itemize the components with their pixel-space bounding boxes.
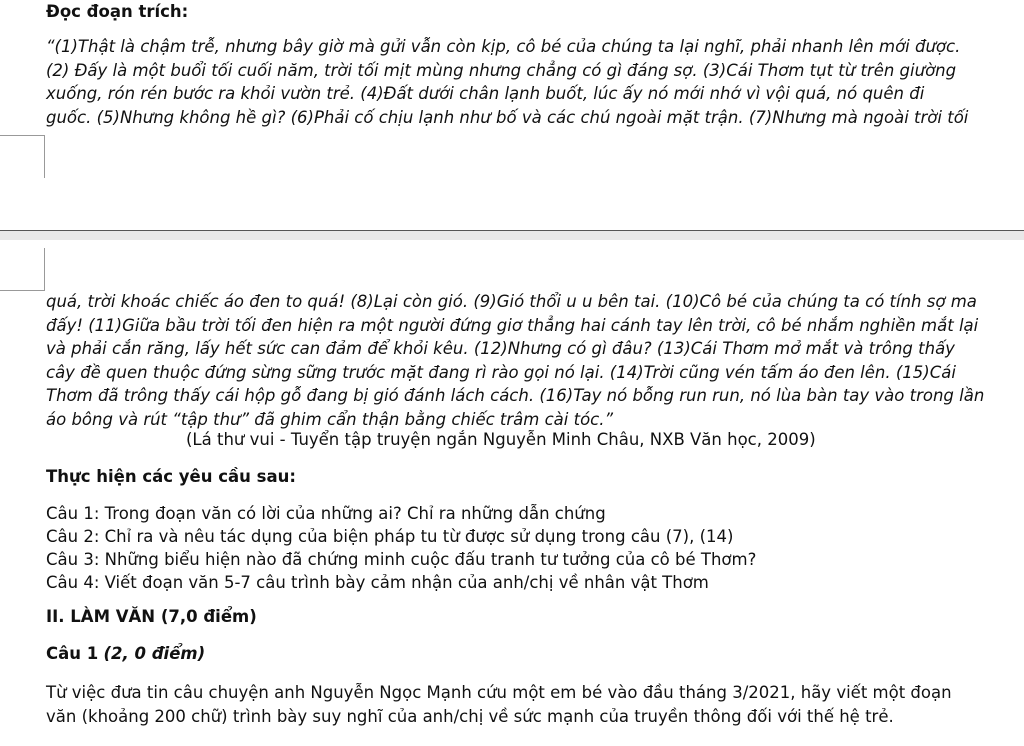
excerpt-line: (2) Đấy là một buổi tối cuối năm, trời tối mịt mùng nhưng chẳng có gì đáng sợ. (3)Cái Thơm tụt từ trên giường bbox=[46, 60, 957, 80]
excerpt-line: quá, trời khoác chiếc áo đen to quá! (8)Lại còn gió. (9)Gió thổi u u bên tai. (10)Cô bé của chúng ta có tính sợ ma bbox=[46, 292, 977, 311]
excerpt-line: và phải cắn răng, lấy hết sức can đảm để khỏi kêu. (12)Nhưng có gì đâu? (13)Cái Thơm mở mắt và trông thấy bbox=[46, 339, 955, 358]
question-item: Câu 3: Những biểu hiện nào đã chứng minh cuộc đấu tranh tư tưởng của cô bé Thơm? bbox=[46, 550, 757, 569]
excerpt-line: cây đề quen thuộc đứng sừng sững trước mặt đang rì rào gọi nó lại. (14)Trời cũng vén tấm áo đen lên. (15)Cái bbox=[46, 362, 956, 382]
excerpt-line: guốc. (5)Nhưng không hề gì? (6)Phải cố chịu lạnh như bố và các chú ngoài mặt trận. (7)Nhưng mà ngoài trời tối bbox=[46, 107, 969, 127]
excerpt-line: “(1)Thật là chậm trễ, nhưng bây giờ mà gửi vẫn còn kịp, cô bé của chúng ta lại nghĩ, phải nhanh lên mới được. bbox=[46, 37, 961, 56]
question-list bbox=[46, 502, 1024, 594]
document-page-2 bbox=[0, 240, 1024, 746]
excerpt-part-2 bbox=[46, 290, 1024, 431]
page-corner-mark bbox=[0, 248, 45, 291]
cau1-label: Câu 1 bbox=[46, 644, 99, 663]
cau1-points: (2, 0 điểm) bbox=[103, 644, 206, 663]
excerpt-line: đấy! (11)Giữa bầu trời tối đen hiện ra một người đứng giơ thẳng hai cánh tay lên trời, cô bé nhắm nghiền mắt lại bbox=[46, 315, 979, 335]
excerpt-part-1 bbox=[46, 35, 1024, 129]
cau1-heading bbox=[46, 644, 1024, 663]
essay-line: văn (khoảng 200 chữ) trình bày suy nghĩ của anh/chị về sức mạnh của truyền thông đối với thế hệ trẻ. bbox=[46, 707, 894, 726]
essay-prompt bbox=[46, 681, 1024, 729]
tasks-heading: Thực hiện các yêu cầu sau: bbox=[46, 467, 296, 486]
excerpt-line: Thơm đã trông thấy cái hộp gỗ đang bị gió đánh lách cách. (16)Tay nó bỗng run run, nó lùa bàn tay vào trong lần bbox=[46, 386, 985, 405]
question-item: Câu 4: Viết đoạn văn 5-7 câu trình bày cảm nhận của anh/chị về nhân vật Thơm bbox=[46, 573, 709, 592]
essay-line: Từ việc đưa tin câu chuyện anh Nguyễn Ngọc Mạnh cứu một em bé vào đầu tháng 3/2021, hãy viết một đoạn bbox=[46, 683, 952, 702]
page-corner-mark bbox=[0, 135, 45, 178]
question-item: Câu 2: Chỉ ra và nêu tác dụng của biện pháp tu từ được sử dụng trong câu (7), (14) bbox=[46, 527, 734, 546]
excerpt-line: áo bông và rút “tập thư” đã ghim cẩn thận bằng chiếc trâm cài tóc.” bbox=[46, 409, 614, 429]
question-item: Câu 1: Trong đoạn văn có lời của những ai? Chỉ ra những dẫn chứng bbox=[46, 504, 606, 523]
excerpt-line: xuống, rón rén bước ra khỏi vườn trẻ. (4)Đất dưới chân lạnh buốt, lúc ấy nó mới nhớ vì vội quá, nó quên đi bbox=[46, 84, 925, 103]
section-title: II. LÀM VĂN (7,0 điểm) bbox=[46, 607, 257, 626]
document-page-1 bbox=[0, 0, 1024, 230]
reading-heading: Đọc đoạn trích: bbox=[46, 2, 189, 21]
excerpt-source: (Lá thư vui - Tuyển tập truyện ngắn Nguyễn Minh Châu, NXB Văn học, 2009) bbox=[186, 430, 816, 449]
